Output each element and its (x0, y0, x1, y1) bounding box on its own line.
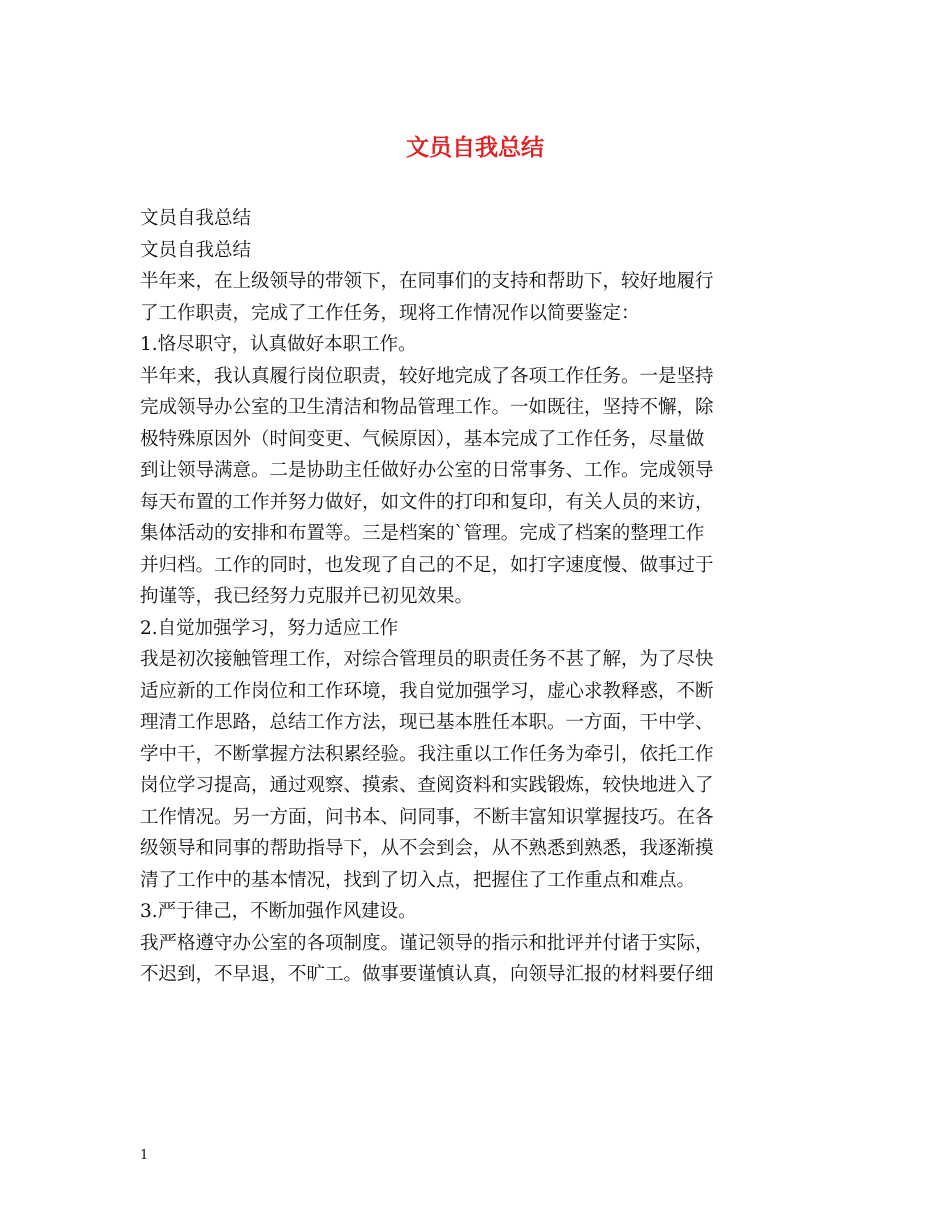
body-line: 拘谨等，我已经努力克服并已初见效果。 (140, 586, 474, 607)
body-line: 清了工作中的基本情况，找到了切入点，把握住了工作重点和难点。 (140, 869, 696, 891)
body-line: 每天布置的工作并努力做好，如文件的打印和复印，有关人员的来访， (140, 491, 714, 513)
body-line: 岗位学习提高，通过观察、摸索、查阅资料和实践锻炼，较快地进入了 (140, 775, 714, 796)
body-line: 级领导和同事的帮助指导下，从不会到会，从不熟悉到熟悉，我逐渐摸 (140, 838, 714, 859)
document-title: 文员自我总结 (406, 135, 544, 161)
body-line: 完成领导办公室的卫生清洁和物品管理工作。一如既往，坚持不懈，除 (140, 397, 714, 418)
body-line: 2.自觉加强学习，努力适应工作 (140, 617, 399, 639)
body-line: 到让领导满意。二是协助主任做好办公室的日常事务、工作。完成领导 (140, 460, 714, 481)
body-line: 半年来，在上级领导的带领下，在同事们的支持和帮助下，较好地履行 (140, 271, 714, 292)
body-line: 1.恪尽职守，认真做好本职工作。 (140, 334, 417, 355)
body-line: 理清工作思路，总结工作方法，现已基本胜任本职。一方面，干中学、 (140, 712, 714, 733)
body-line: 集体活动的安排和布置等。三是档案的`管理。完成了档案的整理工作 (140, 523, 705, 544)
body-line: 文员自我总结 (140, 208, 252, 229)
body-line: 适应新的工作岗位和工作环境，我自觉加强学习，虚心求教释惑，不断 (140, 680, 714, 702)
body-line: 不迟到，不早退，不旷工。做事要谨慎认真，向领导汇报的材料要仔细 (140, 964, 714, 985)
body-line: 极特殊原因外（时间变更、气候原因），基本完成了工作任务，尽量做 (140, 428, 705, 450)
body-line: 并归档。工作的同时，也发现了自己的不足，如打字速度慢、做事过于 (140, 554, 714, 576)
page-number: 1 (140, 1148, 149, 1163)
body-line: 了工作职责，完成了工作任务，现将工作情况作以简要鉴定： (140, 302, 640, 324)
body-line: 文员自我总结 (140, 239, 252, 261)
body-line: 工作情况。另一方面，问书本、问同事，不断丰富知识掌握技巧。在各 (140, 806, 714, 828)
body-line: 我是初次接触管理工作，对综合管理员的职责任务不甚了解，为了尽快 (140, 649, 714, 670)
document-body (140, 203, 815, 991)
body-line: 学中干，不断掌握方法积累经验。我注重以工作任务为牵引，依托工作 (140, 743, 714, 765)
body-line: 半年来，我认真履行岗位职责，较好地完成了各项工作任务。一是坚持 (140, 365, 714, 387)
body-line: 我严格遵守办公室的各项制度。谨记领导的指示和批评并付诸于实际， (140, 932, 714, 954)
body-line: 3.严于律己，不断加强作风建设。 (140, 901, 417, 922)
